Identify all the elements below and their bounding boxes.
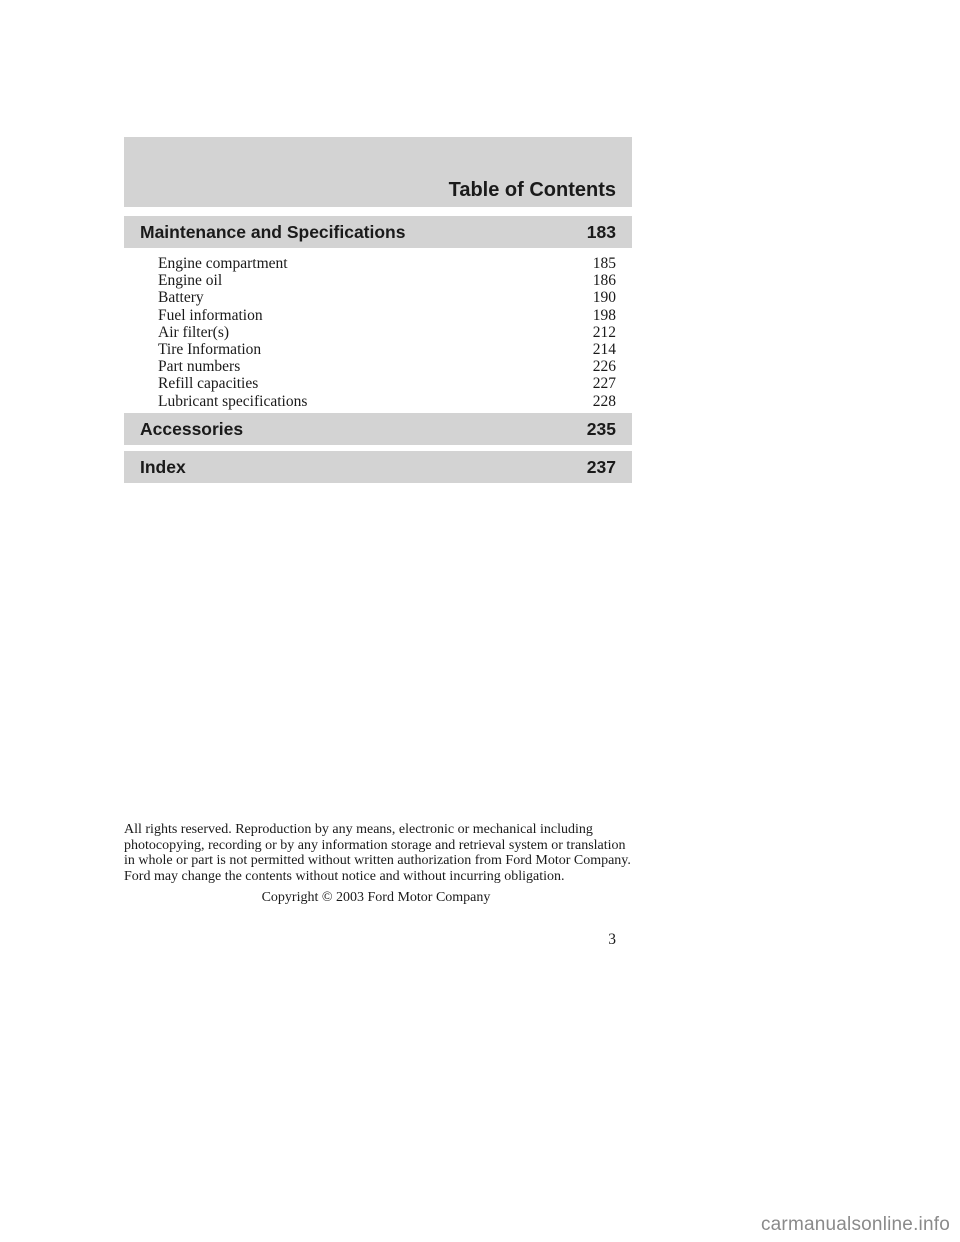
toc-entry[interactable] — [158, 324, 616, 341]
legal-notice-block — [124, 822, 632, 906]
toc-entry[interactable] — [158, 358, 616, 375]
section-heading-label: Maintenance and Specifications — [140, 222, 406, 242]
toc-entry-label: Air filter(s) — [158, 323, 230, 341]
section-heading-accessories[interactable] — [124, 413, 632, 445]
section-heading-page: 235 — [586, 419, 616, 439]
toc-entry-page: 212 — [592, 323, 616, 341]
toc-entry-page: 186 — [592, 272, 616, 290]
toc-entry[interactable] — [158, 255, 616, 272]
toc-entry-page: 228 — [592, 392, 616, 410]
section-heading-page: 237 — [586, 457, 616, 477]
copyright-line: Copyright © 2003 Ford Motor Company — [261, 890, 491, 906]
toc-entry-label: Battery — [158, 289, 204, 307]
watermark-text: carmanualsonline.info — [760, 1214, 950, 1235]
toc-entry-label: Tire Information — [158, 340, 262, 358]
header-band — [124, 137, 632, 207]
toc-entry[interactable] — [158, 272, 616, 289]
toc-entry[interactable] — [158, 341, 616, 358]
toc-entry[interactable] — [158, 375, 616, 392]
legal-notice: All rights reserved. Reproduction by any means, electronic or mechanical including photocopying, recording or by any information storage and retrieval system or translation in whole or part is not permitted without written authorization from Ford Motor Company. Ford may change the contents without notice and without incurring obligation. — [124, 822, 631, 884]
toc-entry-page: 226 — [592, 358, 616, 376]
toc-entry[interactable] — [158, 289, 616, 306]
toc-entry-page: 185 — [592, 255, 616, 272]
toc-entry-label: Part numbers — [158, 358, 241, 376]
section-heading-label: Accessories — [140, 419, 244, 439]
toc-entry-page: 190 — [592, 289, 616, 307]
toc-entry[interactable] — [158, 393, 616, 410]
toc-entry-label: Lubricant specifications — [158, 392, 308, 410]
page-title: Table of Contents — [448, 179, 616, 201]
toc-entry-label: Engine oil — [158, 272, 223, 290]
toc-entry-label: Engine compartment — [158, 255, 288, 272]
section-heading-maintenance[interactable] — [124, 216, 632, 248]
toc-entry-page: 198 — [592, 306, 616, 324]
toc-entry-list — [158, 255, 616, 410]
toc-entry[interactable] — [158, 307, 616, 324]
toc-entry-page: 214 — [592, 340, 616, 358]
toc-entry-page: 227 — [592, 375, 616, 393]
section-heading-label: Index — [140, 457, 186, 477]
toc-entry-label: Refill capacities — [158, 375, 259, 393]
section-heading-page: 183 — [586, 222, 616, 242]
toc-entry-label: Fuel information — [158, 306, 263, 324]
section-heading-index[interactable] — [124, 451, 632, 483]
page-number: 3 — [608, 931, 616, 948]
